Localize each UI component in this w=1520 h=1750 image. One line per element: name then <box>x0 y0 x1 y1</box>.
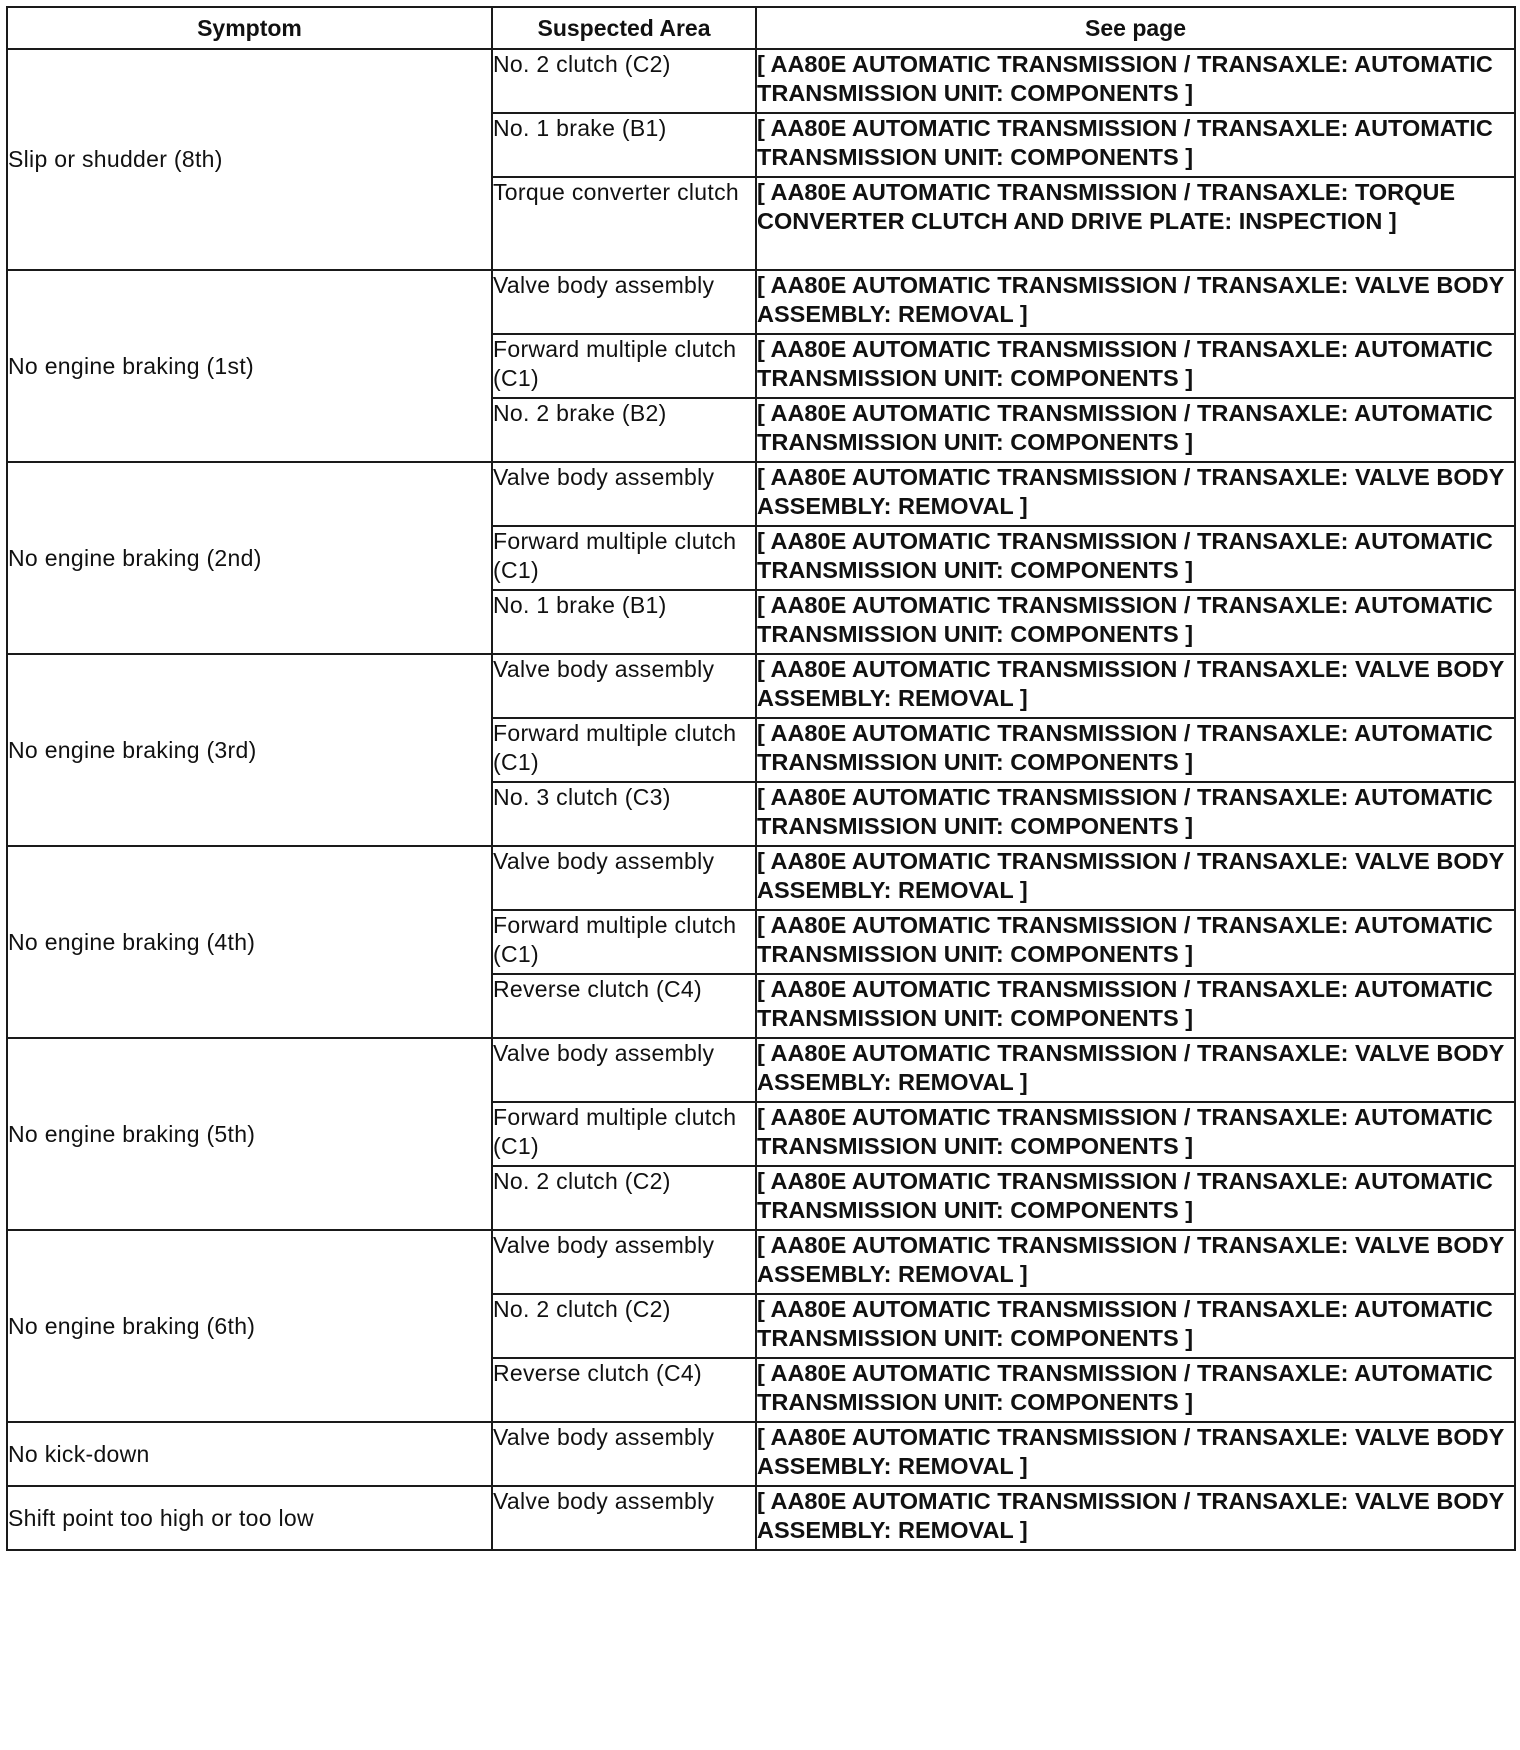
header-suspected-area: Suspected Area <box>492 7 756 49</box>
see-page-cell: [ AA80E AUTOMATIC TRANSMISSION / TRANSAXLE: AUTOMATIC TRANSMISSION UNIT: COMPONENTS ] <box>756 590 1515 654</box>
suspected-area-cell: Valve body assembly <box>492 270 756 334</box>
symptom-cell: No engine braking (4th) <box>7 846 492 1038</box>
suspected-area-cell: No. 2 clutch (C2) <box>492 1166 756 1230</box>
suspected-area-cell: Valve body assembly <box>492 1486 756 1550</box>
see-page-cell: [ AA80E AUTOMATIC TRANSMISSION / TRANSAXLE: VALVE BODY ASSEMBLY: REMOVAL ] <box>756 1038 1515 1102</box>
see-page-cell: [ AA80E AUTOMATIC TRANSMISSION / TRANSAXLE: VALVE BODY ASSEMBLY: REMOVAL ] <box>756 270 1515 334</box>
header-symptom: Symptom <box>7 7 492 49</box>
suspected-area-cell: Torque converter clutch <box>492 177 756 270</box>
see-page-cell: [ AA80E AUTOMATIC TRANSMISSION / TRANSAXLE: AUTOMATIC TRANSMISSION UNIT: COMPONENTS ] <box>756 398 1515 462</box>
header-row <box>7 7 1515 49</box>
symptom-cell: No engine braking (3rd) <box>7 654 492 846</box>
see-page-cell: [ AA80E AUTOMATIC TRANSMISSION / TRANSAXLE: VALVE BODY ASSEMBLY: REMOVAL ] <box>756 1486 1515 1550</box>
see-page-cell: [ AA80E AUTOMATIC TRANSMISSION / TRANSAXLE: TORQUE CONVERTER CLUTCH AND DRIVE PLATE: INSPECTION ] <box>756 177 1515 270</box>
suspected-area-cell: Valve body assembly <box>492 654 756 718</box>
suspected-area-cell: Valve body assembly <box>492 462 756 526</box>
see-page-cell: [ AA80E AUTOMATIC TRANSMISSION / TRANSAXLE: AUTOMATIC TRANSMISSION UNIT: COMPONENTS ] <box>756 49 1515 113</box>
suspected-area-cell: Forward multiple clutch (C1) <box>492 718 756 782</box>
suspected-area-cell: Forward multiple clutch (C1) <box>492 1102 756 1166</box>
table-row <box>7 1422 1515 1486</box>
suspected-area-cell: No. 2 clutch (C2) <box>492 49 756 113</box>
suspected-area-cell: Reverse clutch (C4) <box>492 974 756 1038</box>
see-page-cell: [ AA80E AUTOMATIC TRANSMISSION / TRANSAXLE: VALVE BODY ASSEMBLY: REMOVAL ] <box>756 846 1515 910</box>
suspected-area-cell: Forward multiple clutch (C1) <box>492 526 756 590</box>
see-page-cell: [ AA80E AUTOMATIC TRANSMISSION / TRANSAXLE: VALVE BODY ASSEMBLY: REMOVAL ] <box>756 1422 1515 1486</box>
symptom-cell: No engine braking (6th) <box>7 1230 492 1422</box>
suspected-area-cell: Valve body assembly <box>492 1422 756 1486</box>
suspected-area-cell: Valve body assembly <box>492 1230 756 1294</box>
suspected-area-cell: Forward multiple clutch (C1) <box>492 910 756 974</box>
table-row <box>7 1486 1515 1550</box>
see-page-cell: [ AA80E AUTOMATIC TRANSMISSION / TRANSAXLE: AUTOMATIC TRANSMISSION UNIT: COMPONENTS ] <box>756 974 1515 1038</box>
see-page-cell: [ AA80E AUTOMATIC TRANSMISSION / TRANSAXLE: AUTOMATIC TRANSMISSION UNIT: COMPONENTS ] <box>756 718 1515 782</box>
suspected-area-cell: Reverse clutch (C4) <box>492 1358 756 1422</box>
see-page-cell: [ AA80E AUTOMATIC TRANSMISSION / TRANSAXLE: AUTOMATIC TRANSMISSION UNIT: COMPONENTS ] <box>756 782 1515 846</box>
symptom-cell: No engine braking (5th) <box>7 1038 492 1230</box>
table-row <box>7 1038 1515 1102</box>
see-page-cell: [ AA80E AUTOMATIC TRANSMISSION / TRANSAXLE: AUTOMATIC TRANSMISSION UNIT: COMPONENTS ] <box>756 1358 1515 1422</box>
see-page-cell: [ AA80E AUTOMATIC TRANSMISSION / TRANSAXLE: AUTOMATIC TRANSMISSION UNIT: COMPONENTS ] <box>756 910 1515 974</box>
symptom-cell: Slip or shudder (8th) <box>7 49 492 270</box>
table-row <box>7 462 1515 526</box>
suspected-area-cell: No. 2 clutch (C2) <box>492 1294 756 1358</box>
header-see-page: See page <box>756 7 1515 49</box>
table-row <box>7 846 1515 910</box>
suspected-area-cell: No. 1 brake (B1) <box>492 113 756 177</box>
suspected-area-cell: Forward multiple clutch (C1) <box>492 334 756 398</box>
diagnosis-table <box>6 6 1516 1551</box>
see-page-cell: [ AA80E AUTOMATIC TRANSMISSION / TRANSAXLE: AUTOMATIC TRANSMISSION UNIT: COMPONENTS ] <box>756 334 1515 398</box>
see-page-cell: [ AA80E AUTOMATIC TRANSMISSION / TRANSAXLE: VALVE BODY ASSEMBLY: REMOVAL ] <box>756 462 1515 526</box>
table-row <box>7 49 1515 113</box>
suspected-area-cell: Valve body assembly <box>492 846 756 910</box>
see-page-cell: [ AA80E AUTOMATIC TRANSMISSION / TRANSAXLE: VALVE BODY ASSEMBLY: REMOVAL ] <box>756 654 1515 718</box>
see-page-cell: [ AA80E AUTOMATIC TRANSMISSION / TRANSAXLE: AUTOMATIC TRANSMISSION UNIT: COMPONENTS ] <box>756 526 1515 590</box>
symptom-cell: Shift point too high or too low <box>7 1486 492 1550</box>
see-page-cell: [ AA80E AUTOMATIC TRANSMISSION / TRANSAXLE: AUTOMATIC TRANSMISSION UNIT: COMPONENTS ] <box>756 1166 1515 1230</box>
symptom-cell: No engine braking (1st) <box>7 270 492 462</box>
suspected-area-cell: No. 2 brake (B2) <box>492 398 756 462</box>
suspected-area-cell: No. 3 clutch (C3) <box>492 782 756 846</box>
see-page-cell: [ AA80E AUTOMATIC TRANSMISSION / TRANSAXLE: AUTOMATIC TRANSMISSION UNIT: COMPONENTS ] <box>756 113 1515 177</box>
suspected-area-cell: No. 1 brake (B1) <box>492 590 756 654</box>
table-row <box>7 654 1515 718</box>
see-page-cell: [ AA80E AUTOMATIC TRANSMISSION / TRANSAXLE: AUTOMATIC TRANSMISSION UNIT: COMPONENTS ] <box>756 1294 1515 1358</box>
table-row <box>7 270 1515 334</box>
see-page-cell: [ AA80E AUTOMATIC TRANSMISSION / TRANSAXLE: VALVE BODY ASSEMBLY: REMOVAL ] <box>756 1230 1515 1294</box>
suspected-area-cell: Valve body assembly <box>492 1038 756 1102</box>
see-page-cell: [ AA80E AUTOMATIC TRANSMISSION / TRANSAXLE: AUTOMATIC TRANSMISSION UNIT: COMPONENTS ] <box>756 1102 1515 1166</box>
symptom-cell: No engine braking (2nd) <box>7 462 492 654</box>
table-row <box>7 1230 1515 1294</box>
symptom-cell: No kick-down <box>7 1422 492 1486</box>
